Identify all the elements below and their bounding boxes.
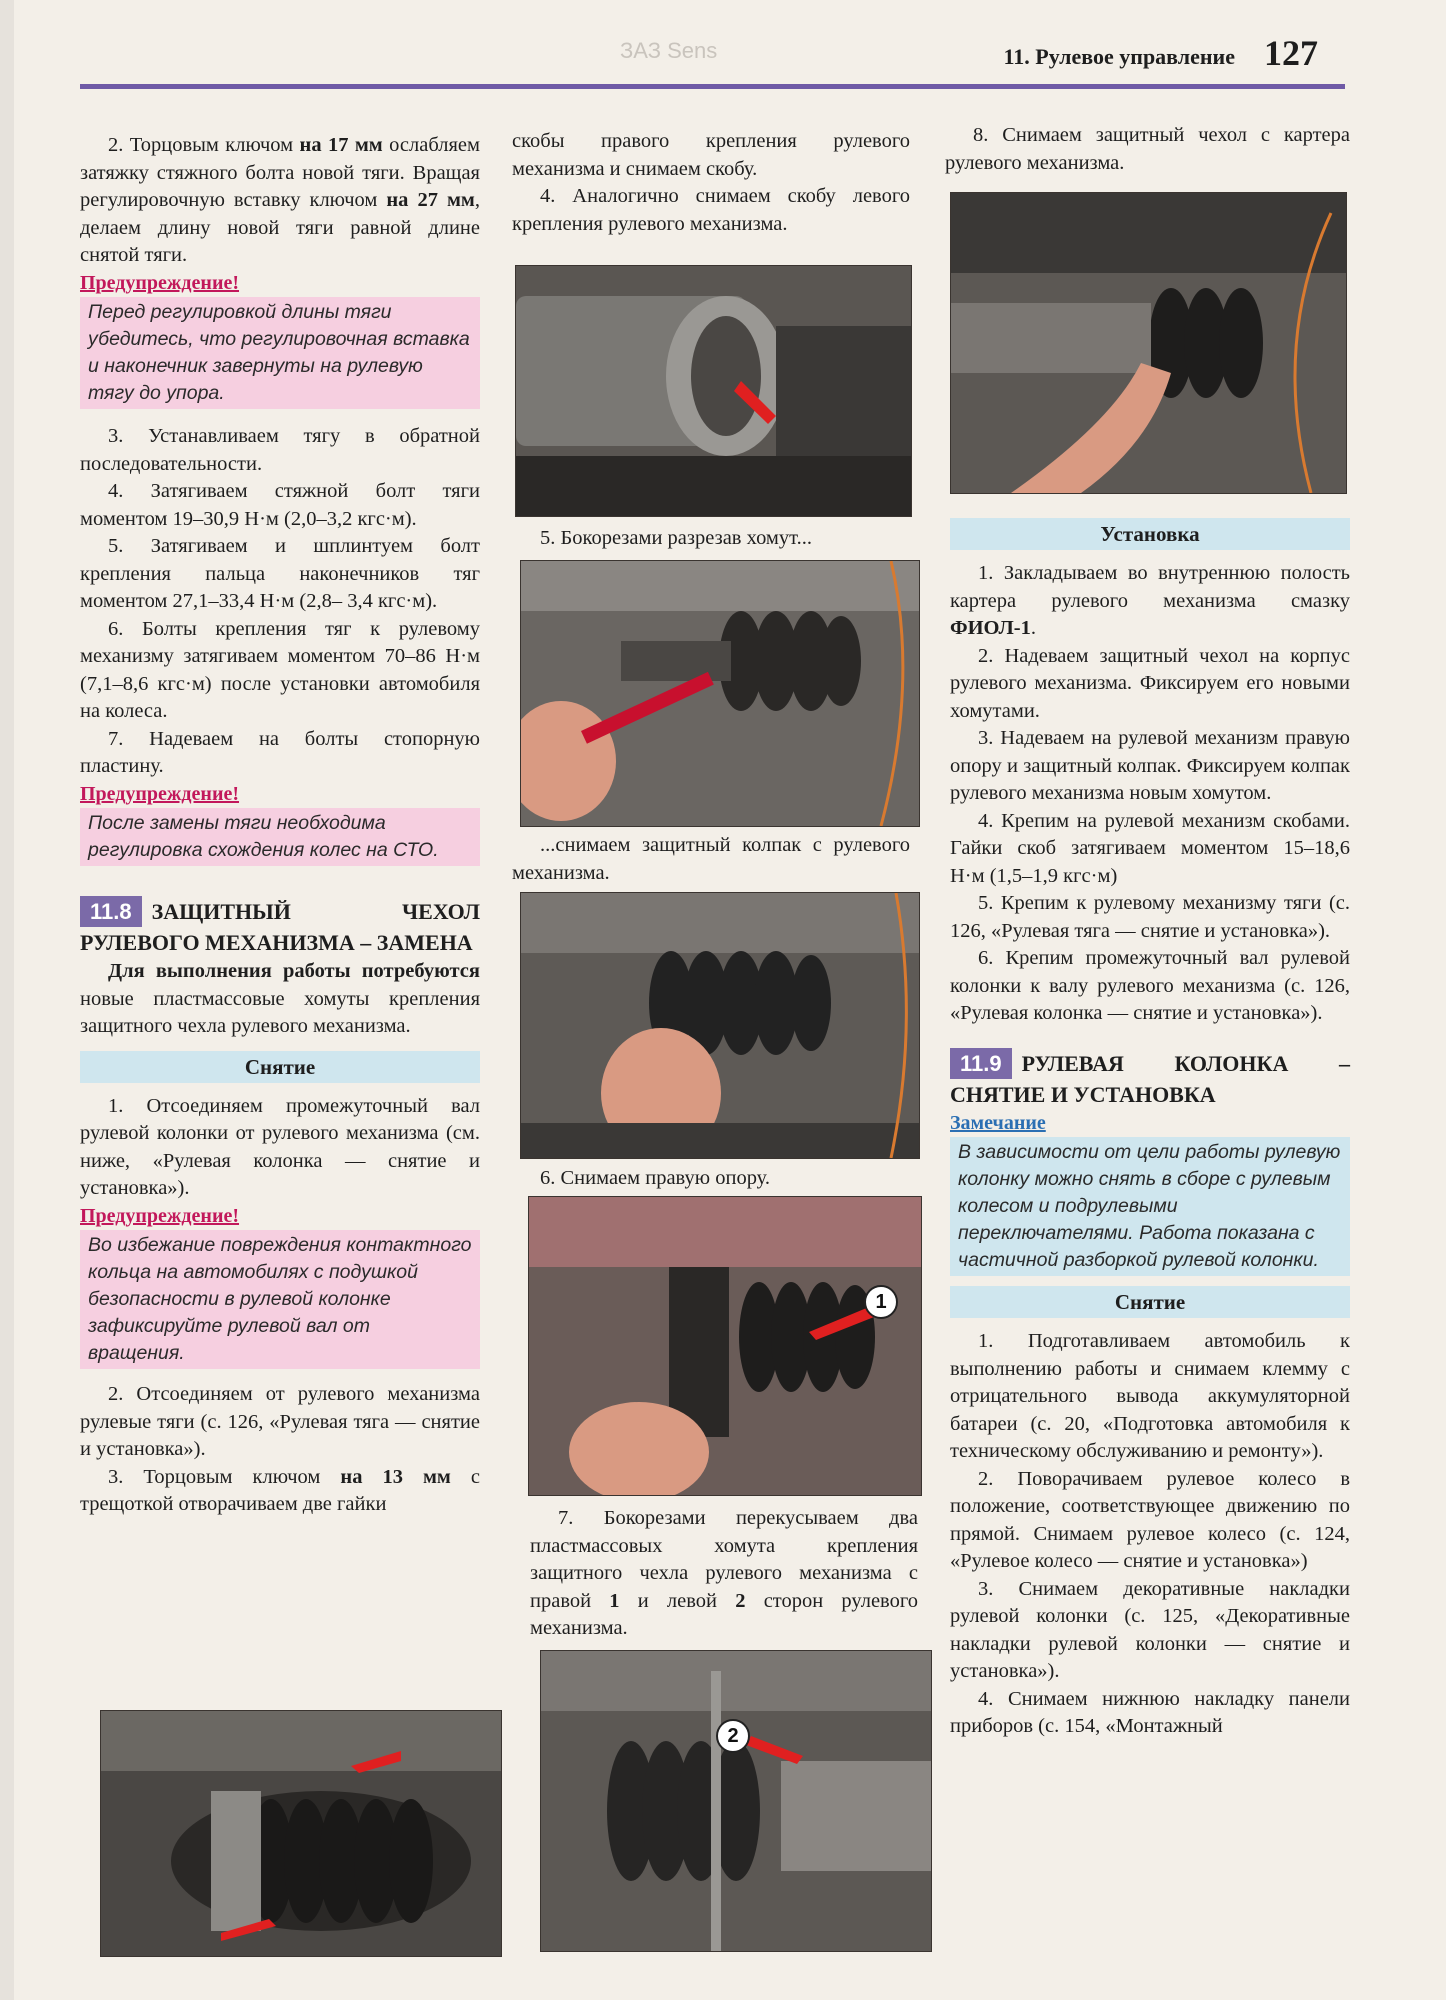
header-rule: [80, 84, 1345, 89]
warning-box: Во избежание повреждения контактного кольца на автомобилях с подушкой безопасности в рулевой колонке зафиксируйте рулевой вал от вращения.: [80, 1230, 480, 1369]
photo-removing-support: [528, 1196, 922, 1496]
tools-required: Для выполнения работы потребуются новые пластмассовые хомуты крепления защитного чехла рулевого механизма.: [80, 960, 480, 1037]
page-header: [80, 30, 1330, 88]
install-step-1: 1. Закладываем во внутреннюю полость картера рулевого механизма смазку ФИОЛ-1.: [950, 562, 1350, 639]
photo-cutting-clamp: [520, 560, 920, 827]
step-8: 8. Снимаем защитный чехол с картера рулевого механизма.: [945, 124, 1350, 174]
callout-marker-1: 1: [864, 1285, 898, 1319]
step-continued: скобы правого крепления рулевого механизма и снимаем скобу.: [512, 130, 910, 180]
section-heading: [80, 896, 480, 958]
photo-cutting-clamps: [540, 1650, 932, 1952]
caption-5b-text: ...снимаем защитный колпак с рулевого механизма.: [512, 834, 910, 884]
caption-7: [530, 1505, 918, 1643]
photo-removing-cap: [520, 892, 920, 1159]
subheading-install: Установка: [950, 518, 1350, 550]
warning-title: Предупреждение!: [80, 1204, 240, 1227]
column-3: [950, 508, 1350, 1741]
removal-step-1: 1. Подготавливаем автомобиль к выполнению работы и снимаем клемму с отрицательного вывода аккумуляторной батареи (с. 20, «Подготовка автомобиля к техническому обслуживанию и ремонту»).: [950, 1330, 1350, 1462]
note-box: В зависимости от цели работы рулевую колонку можно снять в сборе с рулевым колесом и подрулевыми переключателями. Работа показана с частичной разборкой рулевой колонки.: [950, 1137, 1350, 1276]
section-heading: [950, 1048, 1350, 1110]
chapter-title: 11. Рулевое управление: [1003, 44, 1235, 69]
caption-6: [512, 1165, 910, 1193]
callout-marker-2: 2: [716, 1719, 750, 1753]
install-step-3: 3. Надеваем на рулевой механизм правую опору и защитный колпак. Фиксируем колпак рулевого механизма новым хомутом.: [950, 727, 1350, 804]
section-title: РУЛЕВАЯ КОЛОНКА – СНЯТИЕ И УСТАНОВКА: [950, 1050, 1350, 1107]
column-2: [512, 128, 910, 238]
removal-step-1: 1. Отсоединяем промежуточный вал рулевой колонки от рулевого механизма (см. ниже, «Рулевая колонка — снятие и установка»).: [80, 1094, 480, 1199]
caption-5-text: 5. Бокорезами разрезав хомут...: [540, 527, 812, 549]
note-title: Замечание: [950, 1111, 1046, 1134]
photo-bracket-right: [515, 265, 912, 517]
warning-box: После замены тяги необходима регулировка схождения колес на СТО.: [80, 808, 480, 866]
removal-step-4: 4. Снимаем нижнюю накладку панели приборов (с. 154, «Монтажный: [950, 1687, 1350, 1737]
photo-removing-boot: [950, 192, 1347, 494]
install-step-2: 2. Надеваем защитный чехол на корпус рулевого механизма. Фиксируем его новыми хомутами.: [950, 644, 1350, 722]
section-number: 11.8: [80, 896, 142, 927]
caption-6-text: 6. Снимаем правую опору.: [540, 1167, 771, 1189]
caption-5b: [512, 832, 910, 887]
caption-5: [512, 525, 910, 553]
page-number: 127: [1264, 33, 1318, 73]
removal-step-2: 2. Отсоединяем от рулевого механизма рулевые тяги (с. 126, «Рулевая тяга — снятие и установка»).: [80, 1383, 480, 1460]
install-step-5: 5. Крепим к рулевому механизму тяги (с. 126, «Рулевая тяга — снятие и установка»).: [950, 892, 1350, 942]
removal-step-3: 3. Торцовым ключом на 13 мм с трещоткой отворачиваем две гайки: [80, 1465, 480, 1515]
step-7: 7. Надеваем на болты стопорную пластину.: [80, 727, 480, 777]
page-edge: [0, 0, 14, 2000]
caption-7-text: 7. Бокорезами перекусываем два пластмассовых хомута крепления защитного чехла рулевого механизма с правой 1 и левой 2 сторон рулевого механизма.: [530, 1507, 918, 1639]
column-1: [80, 132, 480, 1519]
install-step-4: 4. Крепим на рулевой механизм скобами. Гайки скоб затягиваем моментом 15–18,6 Н·м (1,5–1,9 кгс·м): [950, 809, 1350, 887]
warning-title: Предупреждение!: [80, 782, 240, 805]
step-4: 4. Затягиваем стяжной болт тяги моментом 19–30,9 Н·м (2,0–3,2 кгс·м).: [80, 480, 480, 530]
warning-box: Перед регулировкой длины тяги убедитесь, что регулировочная вставка и наконечник завернуты на рулевую тягу до упора.: [80, 297, 480, 409]
step-5: 5. Затягиваем и шплинтуем болт крепления пальца наконечников тяг моментом 27,1–33,4 Н·м (2,8– 3,4 кгс·м).: [80, 535, 480, 612]
step-4-left-bracket: 4. Аналогично снимаем скобу левого крепления рулевого механизма.: [512, 185, 910, 235]
subheading-removal: Снятие: [950, 1286, 1350, 1318]
removal-step-3: 3. Снимаем декоративные накладки рулевой колонки (с. 125, «Декоративные накладки рулевой колонки — снятие и установка»).: [950, 1577, 1350, 1682]
step-3: 3. Устанавливаем тягу в обратной последовательности.: [80, 425, 480, 475]
step-2-adjust: 2. Торцовым ключом на 17 мм ослабляем затяжку стяжного болта новой тяги. Вращая регулировочную вставку ключом на 27 мм, делаем длину новой тяги равной длине снятой тяги.: [80, 134, 481, 266]
column-3-top: [945, 122, 1350, 177]
removal-step-2: 2. Поворачиваем рулевое колесо в положение, соответствующее движению по прямой. Снимаем рулевое колесо (с. 124, «Рулевое колесо — снятие и установка»): [950, 1467, 1350, 1572]
header-ghost-text: ЗАЗ Sens: [620, 38, 718, 63]
install-step-6: 6. Крепим промежуточный вал рулевой колонки к валу рулевого механизма (с. 126, «Рулевая колонка — снятие и установка»).: [950, 947, 1350, 1024]
photo-bracket-nuts: [100, 1710, 502, 1957]
subheading-removal: Снятие: [80, 1051, 480, 1083]
section-title: ЗАЩИТНЫЙ ЧЕХОЛ РУЛЕВОГО МЕХАНИЗМА – ЗАМЕНА: [80, 899, 480, 955]
step-6: 6. Болты крепления тяг к рулевому механизму затягиваем моментом 70–86 Н·м (7,1–8,6 кгс·м) после установки автомобиля на колеса.: [80, 617, 480, 722]
section-number: 11.9: [950, 1048, 1012, 1079]
warning-title: Предупреждение!: [80, 271, 240, 294]
